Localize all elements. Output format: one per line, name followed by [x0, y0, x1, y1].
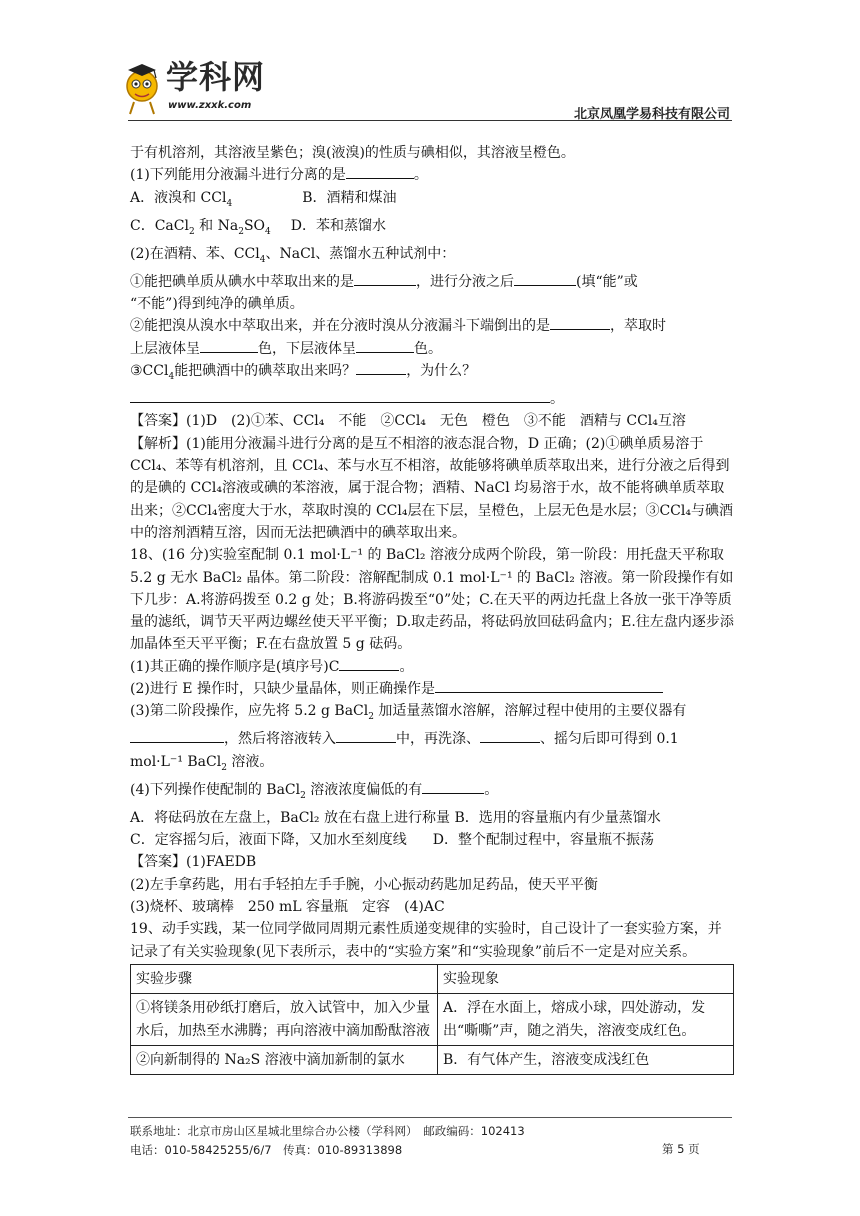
question-18-2: (2)进行 E 操作时，只缺少量晶体，则正确操作是	[130, 678, 734, 700]
company-name: 北京凤凰学易科技有限公司	[573, 107, 730, 122]
option-line: A．液溴和 CCl$_4$ B．酒精和煤油	[130, 189, 397, 209]
main-content	[130, 142, 734, 1075]
answer-line: (2)左手拿药匙，用右手轻拍左手手腕，小心振动药匙加足药品，使天平平衡	[130, 876, 598, 893]
answer-blank	[130, 728, 224, 743]
answer-line: 【答案】(1)FAEDB	[130, 854, 257, 871]
table-cell: ①将镁条用砂纸打磨后，放入试管中，加入少量水后，加热至水沸腾；再向溶液中滴加酚酞溶液	[131, 994, 438, 1046]
question-2-3: ③CCl$_4$能把碘酒中的碘萃取出来吗？ ，为什么？	[130, 360, 734, 388]
option-line: C．CaCl$_2$ 和 $Na_2SO_4$ D．苯和蒸馏水	[130, 217, 386, 237]
question-1: (1)下列能用分液漏斗进行分离的是 。	[130, 164, 734, 186]
question-18-1: (1)其正确的操作顺序是(填序号)C 。	[130, 656, 734, 678]
footer-address: 联系地址：北京市房山区星城北里综合办公楼（学科网） 邮政编码：102413	[130, 1124, 525, 1138]
question-18: 18、(16 分)实验室配制 0.1 mol·L⁻¹ 的 BaCl₂ 溶液分成两个阶段，第一阶段：用托盘天平称取 5.2 g 无水 BaCl₂ 晶体。第二阶段：溶解配制成 0.1 mol·L⁻¹ 的 BaCl₂ 溶液。第一阶段操作有如下几步：A.将游码拨至 0.2 g 处；B.将游码拨至“0”处；C.在天平的两边托盘上各放一张干净等质量的滤纸，调节天平两边螺丝使天平平衡；D.取走药品，将砝码放回砝码盒内；E.往左盘内逐步添加晶体至天平平衡；F.在右盘放置 5 g 砝码。	[130, 547, 734, 653]
answer-blank	[200, 338, 258, 353]
text-line: 于有机溶剂，其溶液呈紫色；溴(液溴)的性质与碘相似，其溶液呈橙色。	[130, 145, 575, 161]
experiment-table	[130, 964, 734, 1075]
analysis-paragraph: 【解析】(1)能用分液漏斗进行分离的是互不相溶的液态混合物，D 正确；(2)①碘单质易溶于 CCl₄、苯等有机溶剂，且 CCl₄、苯与水互不相溶，故能够将碘单质萃取出来，进行分液之后得到的是碘的 CCl₄溶液或碘的苯溶液，属于混合物；酒精、NaCl 均易溶于水，故不能将碘单质萃取出来；②CCl₄密度大于水，萃取时溴的 CCl₄层在下层，呈橙色，上层无色是水层；③CCl₄与碘酒中的溶剂酒精互溶，因而无法把碘酒中的碘萃取出来。	[130, 435, 733, 541]
answer-blank	[356, 360, 406, 375]
table-header-row	[131, 964, 734, 993]
page-number: 第 5 页	[662, 1142, 700, 1156]
answer-blank	[339, 656, 399, 671]
question-2-1: ①能把碘单质从碘水中萃取出来的是 ，进行分液之后 (填“能”或	[130, 271, 734, 293]
answer-line: 【答案】(1)D (2)①苯、CCl₄ 不能 ②CCl₄ 无色 橙色 ③不能 酒精与 CCl₄互溶	[130, 413, 686, 430]
question-18-4: (4)下列操作使配制的 BaCl$_2$ 溶液浓度偏低的有 。	[130, 779, 734, 807]
answer-blank	[435, 678, 663, 693]
text-line: mol·L⁻¹ BaCl$_2$ 溶液。	[130, 753, 274, 773]
answer-blank	[550, 315, 610, 330]
logo-url: www.zxxk.com	[168, 100, 252, 111]
answer-blank	[422, 779, 484, 794]
footer	[130, 1122, 525, 1160]
answer-line: (3)烧杯、玻璃棒 250 mL 容量瓶 定容 (4)AC	[130, 899, 445, 916]
table-row	[131, 1045, 734, 1074]
question-18-3: (3)第二阶段操作，应先将 5.2 g BaCl$_2$ 加适量蒸馏水溶解，溶解过程中使用的主要仪器有	[130, 703, 687, 723]
table-header-cell: 实验现象	[438, 964, 734, 993]
logo-text: 学科网	[166, 58, 266, 96]
answer-blank	[346, 164, 414, 179]
answer-blank	[356, 338, 414, 353]
text-line: “不能”)得到纯净的碘单质。	[130, 296, 304, 313]
header-divider	[128, 120, 732, 121]
table-header-cell: 实验步骤	[131, 964, 438, 993]
option-line: C．定容摇匀后，液面下降，又加水至刻度线 D．整个配制过程中，容量瓶不振荡	[130, 832, 654, 849]
option-line: A．将砝码放在左盘上，BaCl₂ 放在右盘上进行称量 B．选用的容量瓶内有少量蒸馏水	[130, 809, 661, 826]
footer-divider	[128, 1117, 732, 1118]
answer-blank	[336, 728, 396, 743]
table-row	[131, 994, 734, 1046]
answer-blank	[480, 728, 540, 743]
question-19: 19、动手实践，某一位同学做同周期元素性质递变规律的实验时，自己设计了一套实验方案，并记录了有关实验现象(见下表所示，表中的“实验方案”和“实验现象”前后不一定是对应关系。	[130, 921, 722, 960]
answer-blank	[130, 388, 550, 403]
text-line: 上层液体呈 色，下层液体呈 色。	[130, 338, 734, 360]
text-line: 。	[130, 388, 734, 410]
question-2: (2)在酒精、苯、CCl$_4$、NaCl、蒸馏水五种试剂中：	[130, 245, 456, 265]
table-cell: A．浮在水面上，熔成小球，四处游动，发出“嘶嘶”声，随之消失，溶液变成红色。	[438, 994, 734, 1046]
question-2-2: ②能把溴从溴水中萃取出来，并在分液时溴从分液漏斗下端倒出的是 ，萃取时	[130, 315, 734, 337]
answer-blank	[354, 271, 416, 286]
footer-phone: 电话：010-58425255/6/7 传真：010-89313898	[130, 1143, 403, 1157]
table-cell: B．有气体产生，溶液变成浅红色	[438, 1045, 734, 1074]
answer-blank	[514, 271, 576, 286]
text-line: ，然后将溶液转入 中，再洗涤、 、摇匀后即可得到 0.1	[130, 728, 734, 750]
table-cell: ②向新制得的 Na₂S 溶液中滴加新制的氯水	[131, 1045, 438, 1074]
